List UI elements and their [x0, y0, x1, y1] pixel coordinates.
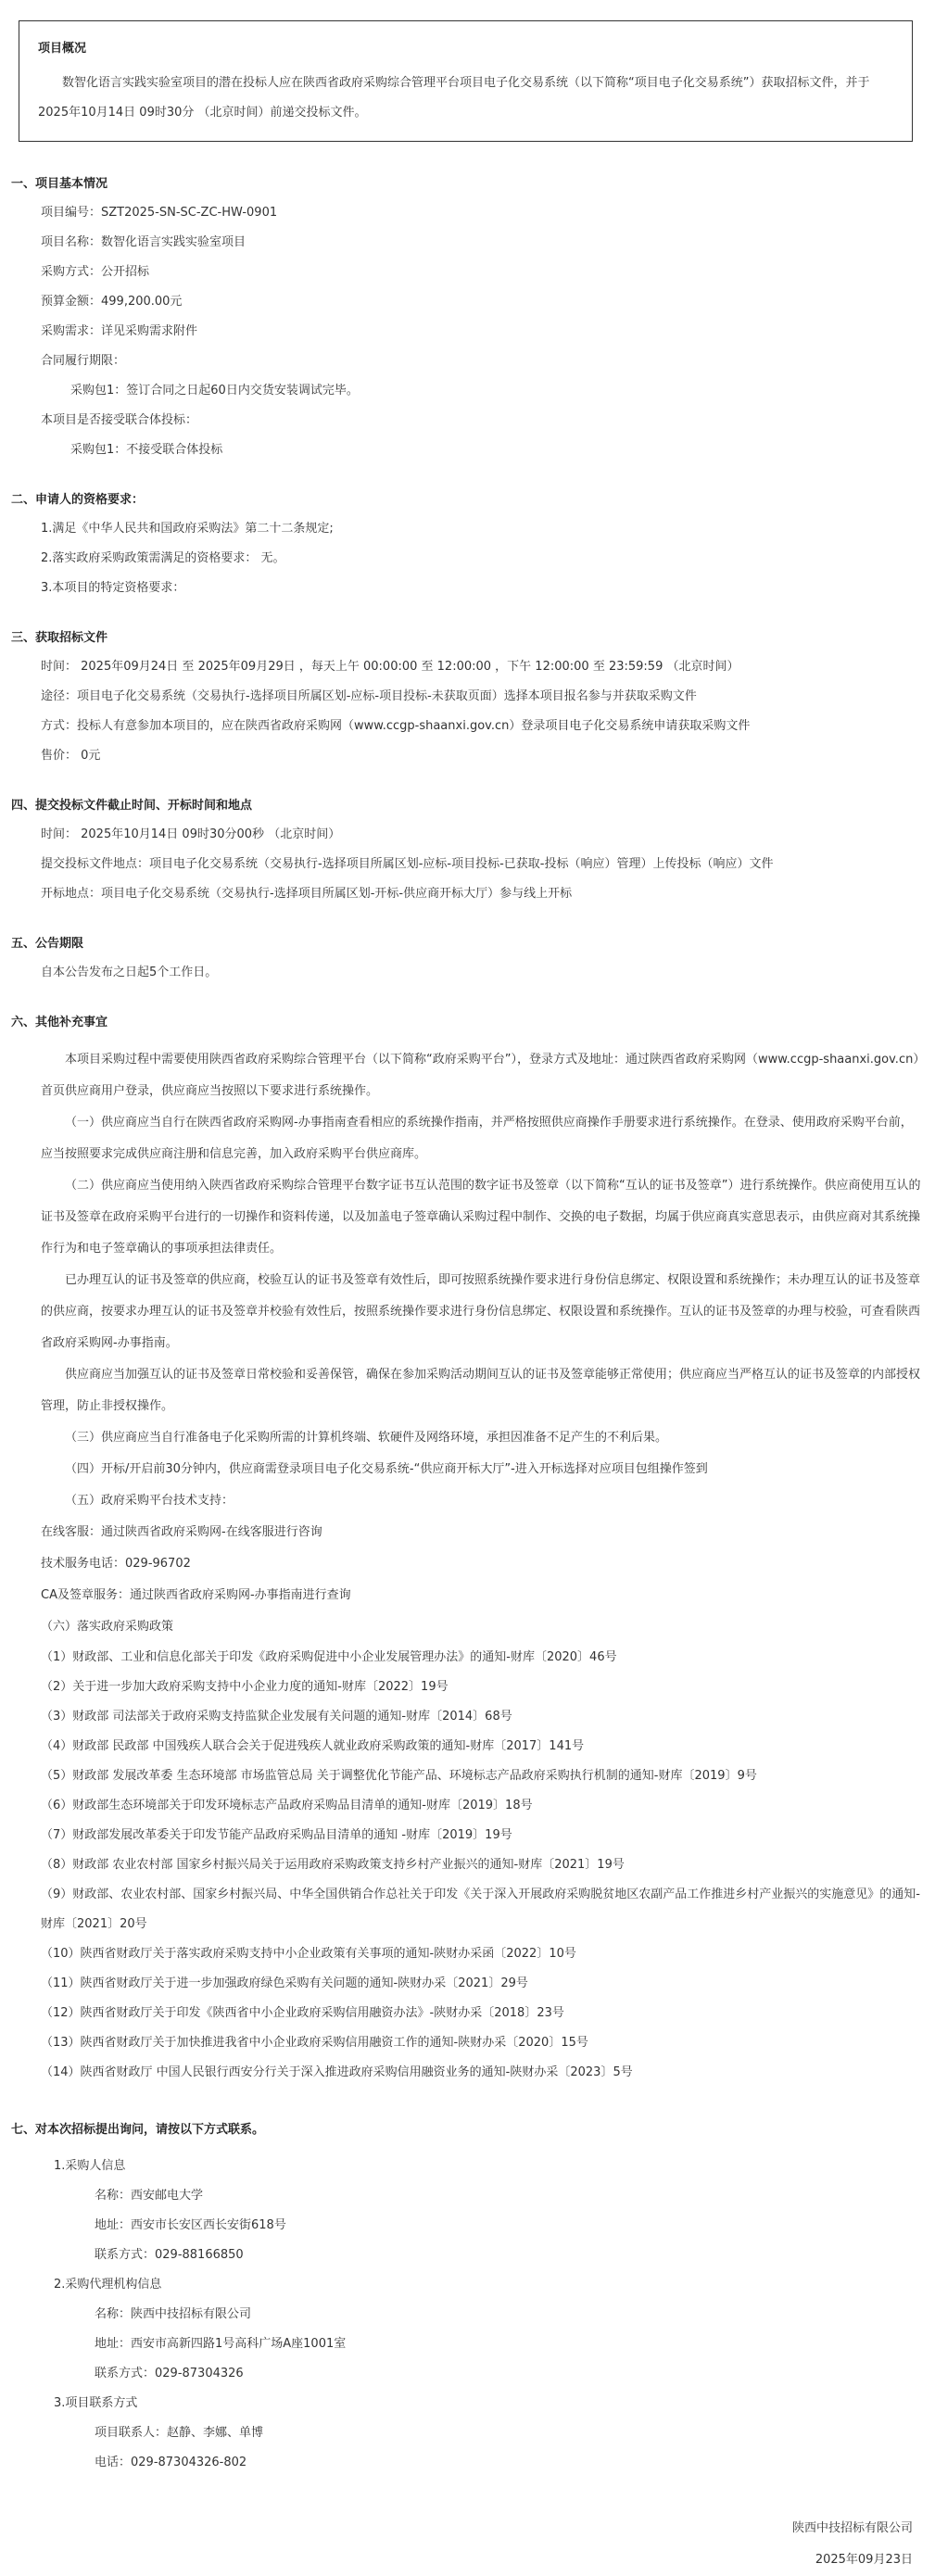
overview-text: 数智化语言实践实验室项目的潜在投标人应在陕西省政府采购综合管理平台项目电子化交易系统（以下简称“项目电子化交易系统”）获取招标文件，并于 2025年10月14日 09时30分 （北京时间）前递交投标文件。	[38, 76, 870, 120]
project-contact-phone: 电话：029-87304326-802	[95, 2456, 247, 2469]
support-line: CA及签章服务：通过陕西省政府采购网-办事指南进行查询	[41, 1588, 351, 1602]
section-deadline-heading: 四、提交投标文件截止时间、开标时间和地点	[11, 799, 253, 813]
project-contact-heading: 3.项目联系方式	[54, 2396, 138, 2410]
section-notice-period-heading: 五、公告期限	[11, 937, 84, 951]
other-matters-paragraph: 供应商应当加强互认的证书及签章日常校验和妥善保管，确保在参加采购活动期间互认的证书及签章能够正常使用；供应商应当严格互认的证书及签章的内部授权管理，防止非授权操作。	[41, 1368, 921, 1413]
package1-term: 采购包1：签订合同之日起60日内交货安装调试完毕。	[70, 384, 359, 398]
footer-date: 2025年09月23日	[815, 2553, 913, 2567]
policy-item: （10）陕西省财政厅关于落实政府采购支持中小企业政策有关事项的通知-陕财办采函〔2022〕10号	[41, 1947, 576, 1961]
notice-period-text: 自本公告发布之日起5个工作日。	[41, 966, 218, 979]
section-obtain-documents-heading: 三、获取招标文件	[11, 631, 108, 645]
section-contact-heading: 七、对本次招标提出询问，请按以下方式联系。	[11, 2123, 265, 2137]
support-line: （六）落实政府采购政策	[41, 1620, 174, 1634]
deadline-time: 时间： 2025年10月14日 09时30分00秒 （北京时间）	[41, 827, 341, 841]
agency-contact: 联系方式：029-87304326	[95, 2367, 244, 2380]
other-matters-paragraph: （四）开标/开启前30分钟内，供应商需登录项目电子化交易系统-“供应商开标大厅”-进入开标选择对应项目包组操作签到	[65, 1462, 708, 1476]
policy-item: （2）关于进一步加大政府采购支持中小企业力度的通知-财库〔2022〕19号	[41, 1680, 449, 1694]
package1-consortium: 采购包1：不接受联合体投标	[70, 443, 223, 457]
footer-org: 陕西中技招标有限公司	[791, 2521, 913, 2535]
policy-item: （7）财政部发展改革委关于印发节能产品政府采购品目清单的通知 -财库〔2019〕19号	[41, 1828, 512, 1842]
other-matters-paragraph: （五）政府采购平台技术支持：	[65, 1494, 234, 1508]
other-matters-paragraph: （三）供应商应当自行准备电子化采购所需的计算机终端、软硬件及网络环境，承担因准备不足产生的不利后果。	[65, 1431, 668, 1445]
purchaser-contact: 联系方式：029-88166850	[95, 2248, 244, 2262]
other-matters-paragraph: （二）供应商应当使用纳入陕西省政府采购综合管理平台数字证书互认范围的数字证书及签章（以下简称“互认的证书及签章”）进行系统操作。供应商使用互认的证书及签章在政府采购平台进行的一切操作和资料传递，以及加盖电子签章确认采购过程中制作、交换的电子数据，均属于供应商真实意思表示，由供应商对其系统操作行为和电子签章确认的事项承担法律责任。	[41, 1179, 921, 1256]
section-other-matters-heading: 六、其他补充事宜	[11, 1016, 108, 1029]
submission-location: 提交投标文件地点：项目电子化交易系统（交易执行-选择项目所属区划-应标-项目投标-已获取-投标（响应）管理）上传投标（响应）文件	[41, 857, 774, 871]
procurement-method: 采购方式：公开招标	[41, 265, 150, 279]
opening-location: 开标地点：项目电子化交易系统（交易执行-选择项目所属区划-开标-供应商开标大厅）参与线上开标	[41, 887, 573, 901]
policy-item: （8）财政部 农业农村部 国家乡村振兴局关于运用政府采购政策支持乡村产业振兴的通知-财库〔2021〕19号	[41, 1858, 625, 1872]
obtain-time: 时间： 2025年09月24日 至 2025年09月29日 ，每天上午 00:00:00 至 12:00:00 ，下午 12:00:00 至 23:59:59 （北京时间）	[41, 660, 739, 674]
purchaser-info	[41, 2152, 924, 2270]
project-contact-people: 项目联系人：赵静、李娜、单博	[95, 2426, 264, 2440]
purchaser-address: 地址：西安市长安区西长安街618号	[95, 2218, 286, 2232]
consortium-label: 本项目是否接受联合体投标：	[41, 413, 198, 427]
section-basic-info-heading: 一、项目基本情况	[11, 177, 108, 191]
budget-amount: 预算金额：499,200.00元	[41, 295, 183, 309]
document-price: 售价： 0元	[41, 749, 101, 763]
policy-item: （1）财政部、工业和信息化部关于印发《政府采购促进中小企业发展管理办法》的通知-财库〔2020〕46号	[41, 1650, 617, 1664]
section-qualification-heading: 二、申请人的资格要求：	[11, 493, 145, 507]
policy-item: （9）财政部、农业农村部、国家乡村振兴局、中华全国供销合作总社关于印发《关于深入开展政府采购脱贫地区农副产品工作推进乡村产业振兴的实施意见》的通知-财库〔2021〕20号	[41, 1888, 920, 1931]
project-name: 项目名称：数智化语言实践实验室项目	[41, 235, 246, 249]
qualification-item: 2.落实政府采购政策需满足的资格要求： 无。	[41, 551, 285, 565]
overview-title: 项目概况	[38, 42, 87, 56]
other-matters-paragraph: 本项目采购过程中需要使用陕西省政府采购综合管理平台（以下简称“政府采购平台”），登录方式及地址：通过陕西省政府采购网（www.ccgp-shaanxi.gov.cn）首页供应商用户登录，供应商应当按照以下要求进行系统操作。	[41, 1053, 919, 1098]
obtain-method: 方式：投标人有意参加本项目的，应在陕西省政府采购网（www.ccgp-shaanxi.gov.cn）登录项目电子化交易系统申请获取采购文件	[41, 719, 751, 733]
contract-term-label: 合同履行期限：	[41, 354, 126, 368]
policy-item: （13）陕西省财政厅关于加快推进我省中小企业政府采购信用融资工作的通知-陕财办采〔2020〕15号	[41, 2036, 588, 2050]
purchaser-heading: 1.采购人信息	[54, 2159, 126, 2173]
policy-item: （14）陕西省财政厅 中国人民银行西安分行关于深入推进政府采购信用融资业务的通知-陕财办采〔2023〕5号	[41, 2065, 633, 2079]
support-line: 在线客服：通过陕西省政府采购网-在线客服进行咨询	[41, 1525, 322, 1539]
policy-item: （4）财政部 民政部 中国残疾人联合会关于促进残疾人就业政府采购政策的通知-财库〔2017〕141号	[41, 1739, 585, 1753]
agency-address: 地址：西安市高新四路1号高科广场A座1001室	[95, 2337, 347, 2351]
other-matters-paragraph: （一）供应商应当自行在陕西省政府采购网-办事指南查看相应的系统操作指南，并严格按照供应商操作手册要求进行系统操作。在登录、使用政府采购平台前，应当按照要求完成供应商注册和信息完善，加入政府采购平台供应商库。	[41, 1116, 913, 1161]
project-number: 项目编号：SZT2025-SN-SC-ZC-HW-0901	[41, 206, 278, 220]
policy-item: （11）陕西省财政厅关于进一步加强政府绿色采购有关问题的通知-陕财办采〔2021〕29号	[41, 1976, 528, 1990]
other-matters-paragraph: 已办理互认的证书及签章的供应商，校验互认的证书及签章有效性后，即可按照系统操作要求进行身份信息绑定、权限设置和系统操作；未办理互认的证书及签章的供应商，按要求办理互认的证书及签章并校验有效性后，按照系统操作要求进行身份信息绑定、权限设置和系统操作。互认的证书及签章的办理与校验，可查看陕西省政府采购网-办事指南。	[41, 1273, 921, 1350]
policy-item: （6）财政部生态环境部关于印发环境标志产品政府采购品目清单的通知-财库〔2019〕18号	[41, 1799, 533, 1812]
agency-name: 名称：陕西中技招标有限公司	[95, 2307, 252, 2321]
signature-block	[11, 2513, 924, 2576]
project-overview-box	[19, 20, 913, 142]
purchaser-name: 名称：西安邮电大学	[95, 2189, 204, 2203]
qualification-item: 1.满足《中华人民共和国政府采购法》第二十二条规定;	[41, 522, 334, 536]
policy-item: （12）陕西省财政厅关于印发《陕西省中小企业政府采购信用融资办法》-陕财办采〔2018〕23号	[41, 2006, 564, 2020]
procurement-requirement: 采购需求：详见采购需求附件	[41, 324, 198, 338]
project-contact-info	[41, 2389, 924, 2478]
policy-item: （3）财政部 司法部关于政府采购支持监狱企业发展有关问题的通知-财库〔2014〕68号	[41, 1710, 512, 1724]
obtain-channel: 途径：项目电子化交易系统（交易执行-选择项目所属区划-应标-项目投标-未获取页面）选择本项目报名参与并获取采购文件	[41, 689, 697, 703]
agency-heading: 2.采购代理机构信息	[54, 2278, 162, 2292]
qualification-item: 3.本项目的特定资格要求：	[41, 581, 185, 595]
support-line: 技术服务电话：029-96702	[41, 1557, 191, 1571]
agency-info	[41, 2270, 924, 2389]
policy-item: （5）财政部 发展改革委 生态环境部 市场监管总局 关于调整优化节能产品、环境标志产品政府采购执行机制的通知-财库〔2019〕9号	[41, 1769, 757, 1783]
